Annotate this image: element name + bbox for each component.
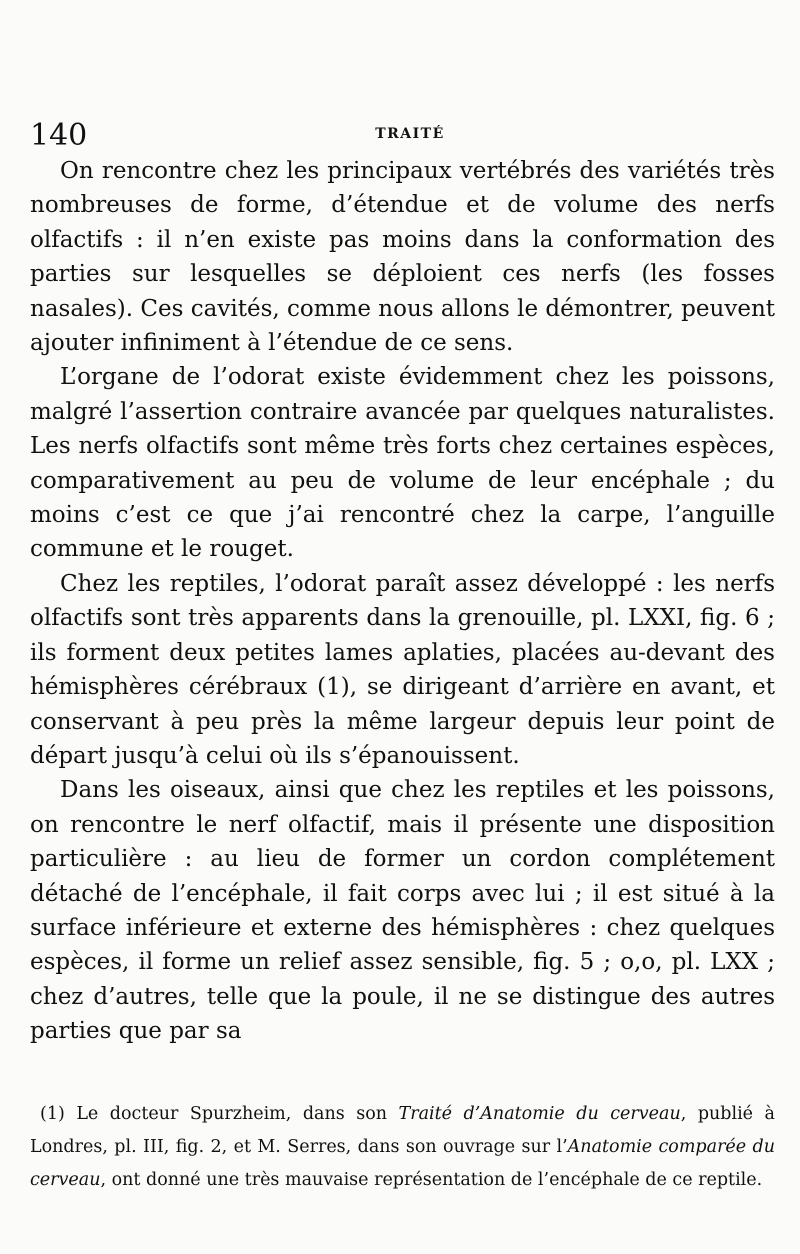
footnote-text: Le docteur Spurzheim, dans son [64,1104,399,1124]
footnote-text: , ont donné une très mauvaise représentation de l’encéphale de ce reptile. [100,1170,763,1190]
footnote-title-spurzheim: Traité d’Anatomie du cerveau [398,1104,681,1124]
paragraph-reptiles: Chez les reptiles, l’odorat paraît assez développé : les nerfs olfactifs sont très apparents dans la grenouille, pl. LXXI, fig. 6 ; ils forment deux petites lames aplaties, placées au-devant des hémisphères cérébraux (1), se dirigeant d’arrière en avant, et conservant à peu près la même largeur depuis leur point de départ jusqu’à celui où ils s’épanouissent. [30,570,775,769]
body-text [30,154,775,1049]
page-header [30,118,770,158]
footnote-title-serres: Anatomie comparée du cerveau [30,1137,776,1190]
footnote-text: , publié à Londres, pl. III, fig. 2, et M. Serres, dans son ouvrage sur l’ [30,1104,775,1157]
paragraph-fish: L’organe de l’odorat existe évidemment chez les poissons, malgré l’assertion contraire avancée par quelques naturalistes. Les nerfs olfactifs sont même très forts chez certaines espèces, comparativement au peu de volume de leur encéphale ; du moins c’est ce que j’ai rencontré chez la carpe, l’anguille commune et le rouget. [30,364,775,563]
footnote-marker: (1) [40,1104,65,1124]
running-title: TRAITÉ [375,126,445,142]
paragraph-olfactory-variety: On rencontre chez les principaux vertébrés des variétés très nombreuses de forme, d’étendue et de volume des nerfs olfactifs : il n’en existe pas moins dans la conformation des parties sur lesquelles se déploient ces nerfs (les fosses nasales). Ces cavités, comme nous allons le démontrer, peuvent ajouter infiniment à l’étendue de ce sens. [30,158,775,357]
paragraph-birds: Dans les oiseaux, ainsi que chez les reptiles et les poissons, on rencontre le nerf olfactif, mais il présente une disposition particulière : au lieu de former un cordon complétement détaché de l’encéphale, il fait corps avec lui ; il est situé à la surface inférieure et externe des hémisphères : chez quelques espèces, il forme un relief assez sensible, fig. 5 ; o,o, pl. LXX ; chez d’autres, telle que la poule, il ne se distingue des autres parties que par sa [30,777,775,1045]
footnote [30,1098,775,1197]
page-number: 140 [30,118,88,153]
